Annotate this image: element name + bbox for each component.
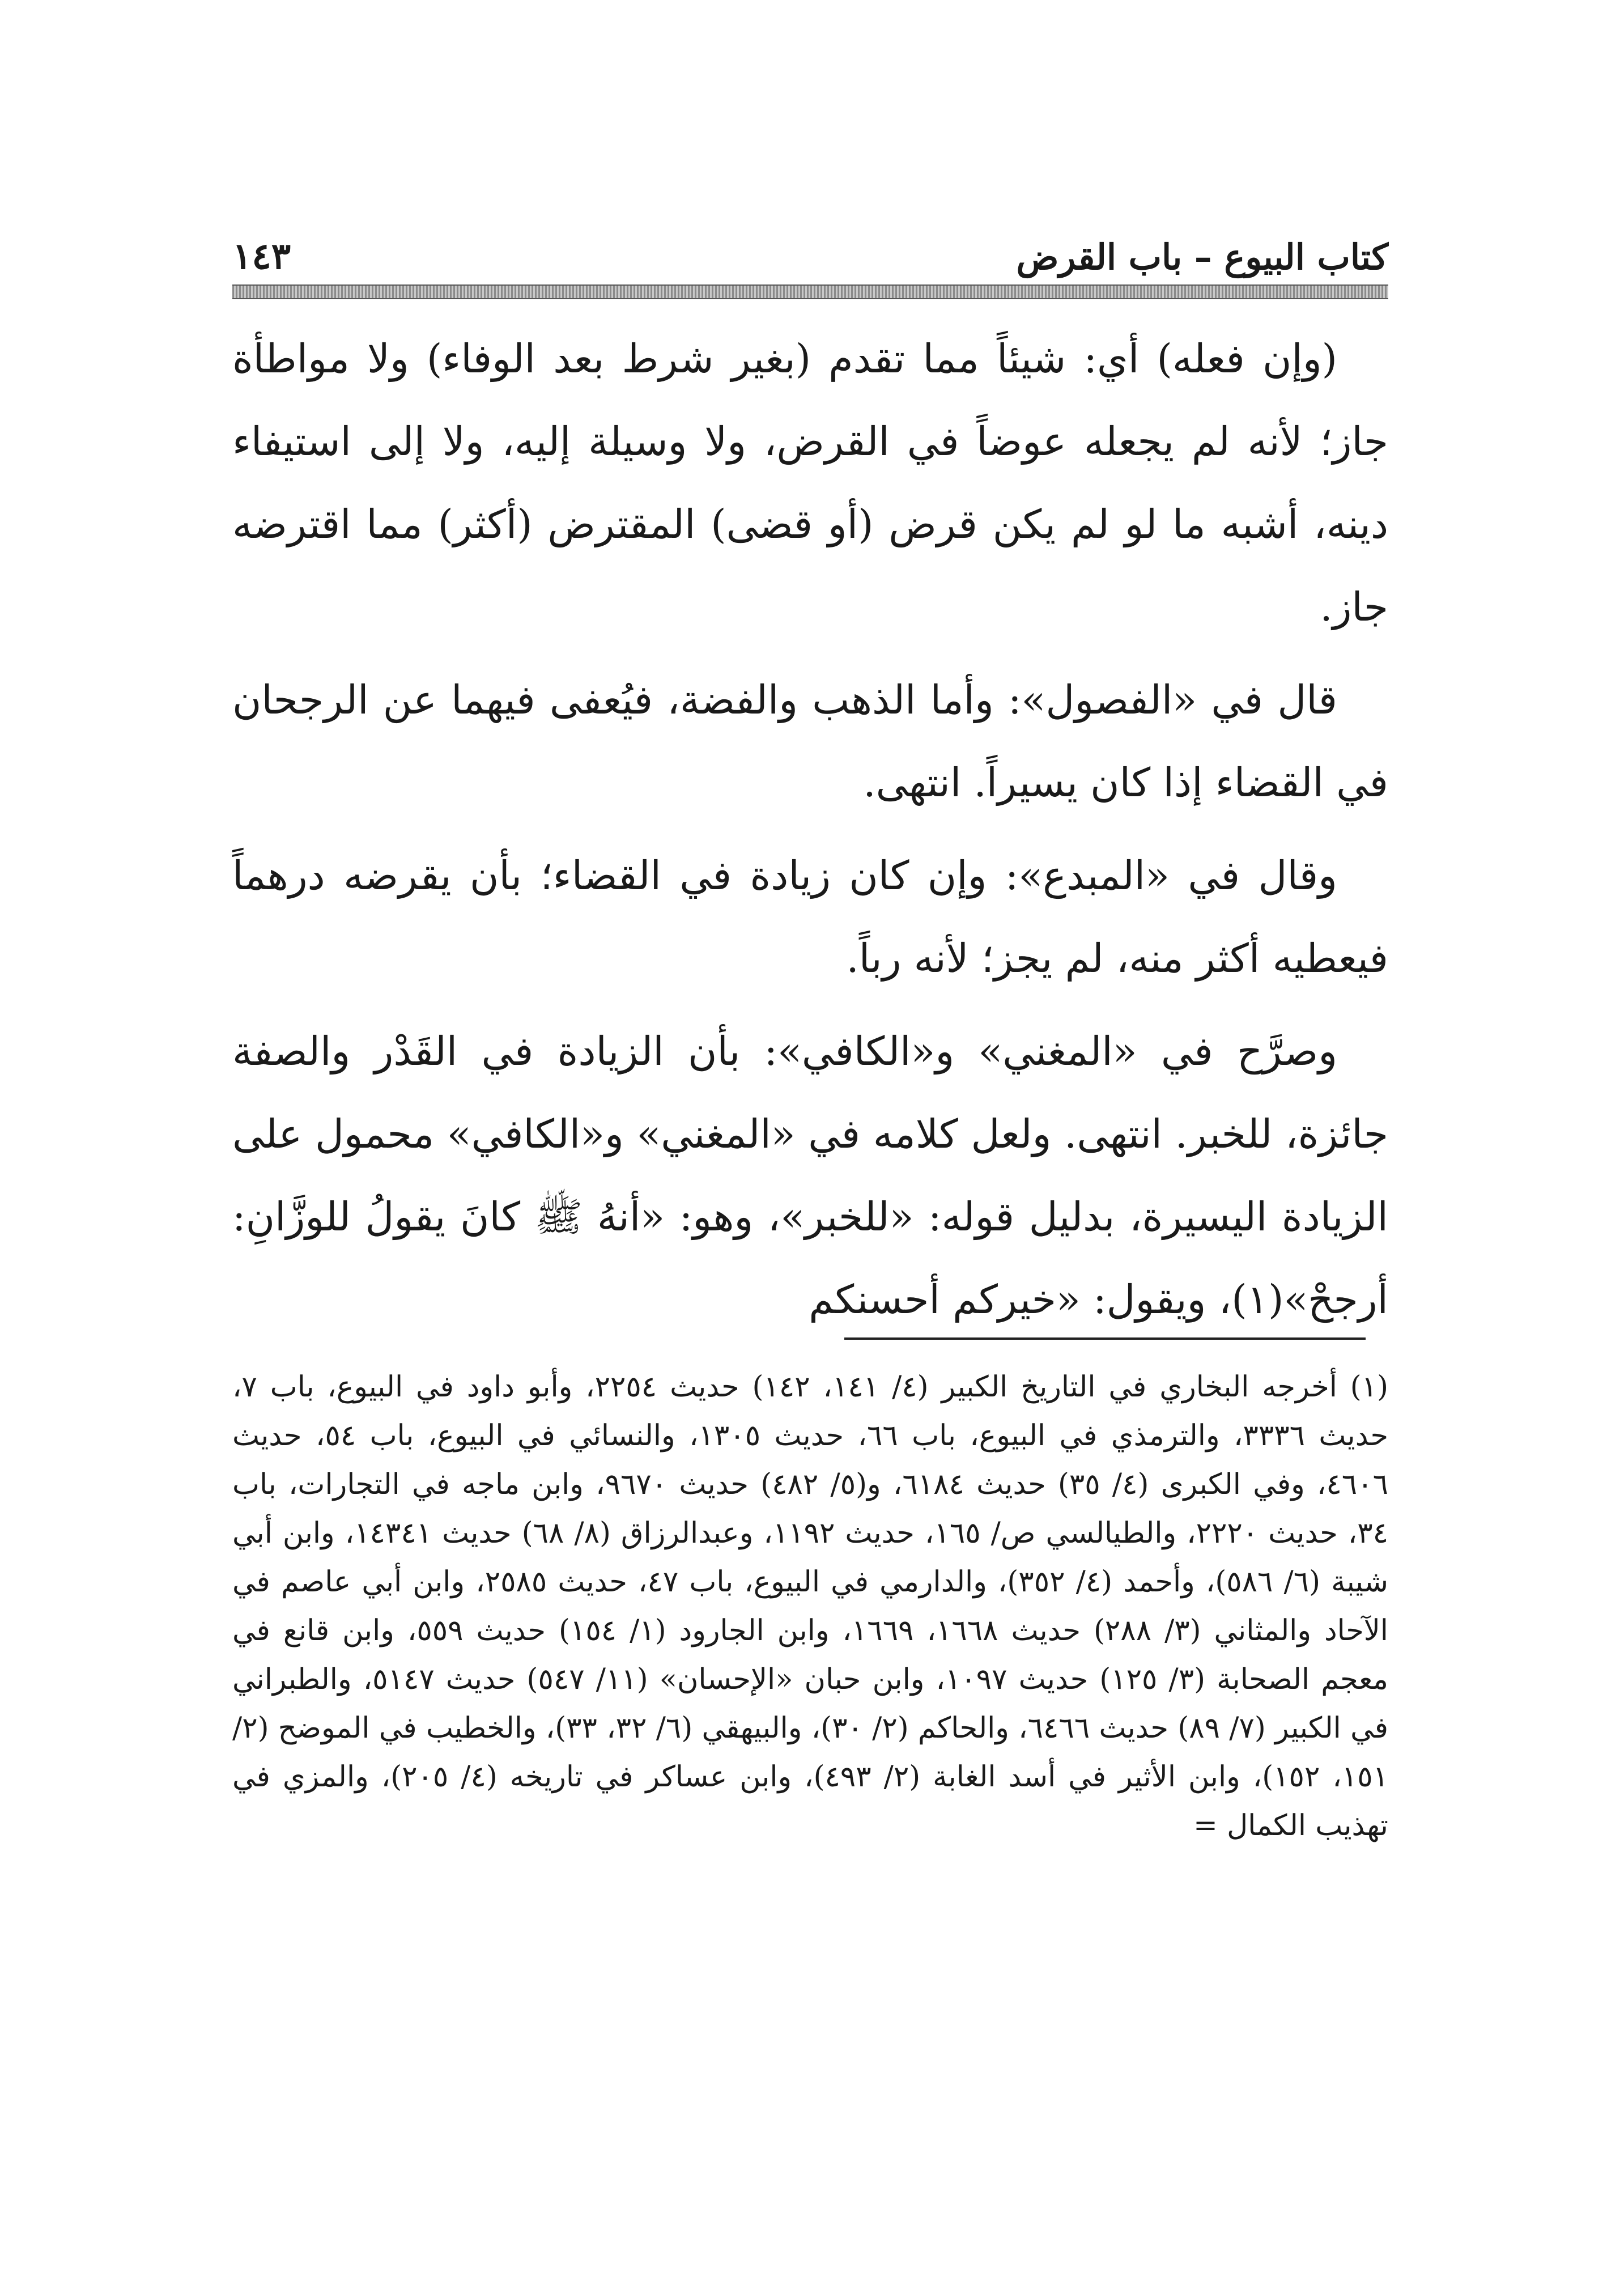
running-title: كتاب البيوع – باب القرض bbox=[1016, 236, 1388, 278]
paragraph-1: (وإن فعله) أي: شيئاً مما تقدم (بغير شرط بعد الوفاء) ولا مواطأة جاز؛ لأنه لم يجعله عوضاً في القرض، ولا وسيلة إليه، ولا إلى استيفاء دينه، أشبه ما لو لم يكن قرض (أو قضى) المقترض (أكثر) مما اقترضه جاز. bbox=[232, 336, 1388, 630]
page-number: ١٤٣ bbox=[232, 235, 291, 278]
paragraph-4: وصرَّح في «المغني» و«الكافي»: بأن الزيادة في القَدْر والصفة جائزة، للخبر. انتهى. ولعل كلامه في «المغني» و«الكافي» محمول على الزيادة اليسيرة، بدليل قوله: «للخبر»، وهو: «أنهُ ﷺ كانَ يقولُ للوزَّانِ: أرجحْ»(١)، ويقول: «خيركم أحسنكم bbox=[232, 1028, 1388, 1323]
footnote-1: (١) أخرجه البخاري في التاريخ الكبير (٤/ ١٤١، ١٤٢) حديث ٢٢٥٤، وأبو داود في البيوع، باب ٧، حديث ٣٣٣٦، والترمذي في البيوع، باب ٦٦، حديث ١٣٠٥، والنسائي في البيوع، باب ٥٤، حديث ٤٦٠٦، وفي الكبرى (٤/ ٣٥) حديث ٦١٨٤، و(٥/ ٤٨٢) حديث ٩٦٧٠، وابن ماجه في التجارات، باب ٣٤، حديث ٢٢٢٠، والطيالسي ص/ ١٦٥، حديث ١١٩٢، وعبدالرزاق (٨/ ٦٨) حديث ١٤٣٤١، وابن أبي شيبة (٦/ ٥٨٦)، وأحمد (٤/ ٣٥٢)، والدارمي في البيوع، باب ٤٧، حديث ٢٥٨٥، وابن أبي عاصم في الآحاد والمثاني (٣/ ٢٨٨) حديث ١٦٦٨، ١٦٦٩، وابن الجارود (١/ ١٥٤) حديث ٥٥٩، وابن قانع في معجم الصحابة (٣/ ١٢٥) حديث ١٠٩٧، وابن حبان «الإحسان» (١١/ ٥٤٧) حديث ٥١٤٧، والطبراني في الكبير (٧/ ٨٩) حديث ٦٤٦٦، والحاكم (٢/ ٣٠)، والبيهقي (٦/ ٣٢، ٣٣)، والخطيب في الموضح (٢/ ١٥١، ١٥٢)، وابن الأثير في أسد الغابة (٢/ ٤٩٣)، وابن عساكر في تاريخه (٤/ ٢٠٥)، والمزي في تهذيب الكمال = bbox=[232, 1370, 1389, 1842]
main-text bbox=[232, 317, 1388, 1323]
paragraph-2: قال في «الفصول»: وأما الذهب والفضة، فيُعفى فيهما عن الرجحان في القضاء إذا كان يسيراً. انتهى. bbox=[232, 677, 1388, 806]
page-header bbox=[232, 218, 1388, 278]
header-rule bbox=[232, 284, 1388, 299]
paragraph-3: وقال في «المبدع»: وإن كان زيادة في القضاء؛ بأن يقرضه درهماً فيعطيه أكثر منه، لم يجز؛ لأنه رباً. bbox=[232, 852, 1388, 982]
footnote-separator bbox=[844, 1337, 1366, 1340]
